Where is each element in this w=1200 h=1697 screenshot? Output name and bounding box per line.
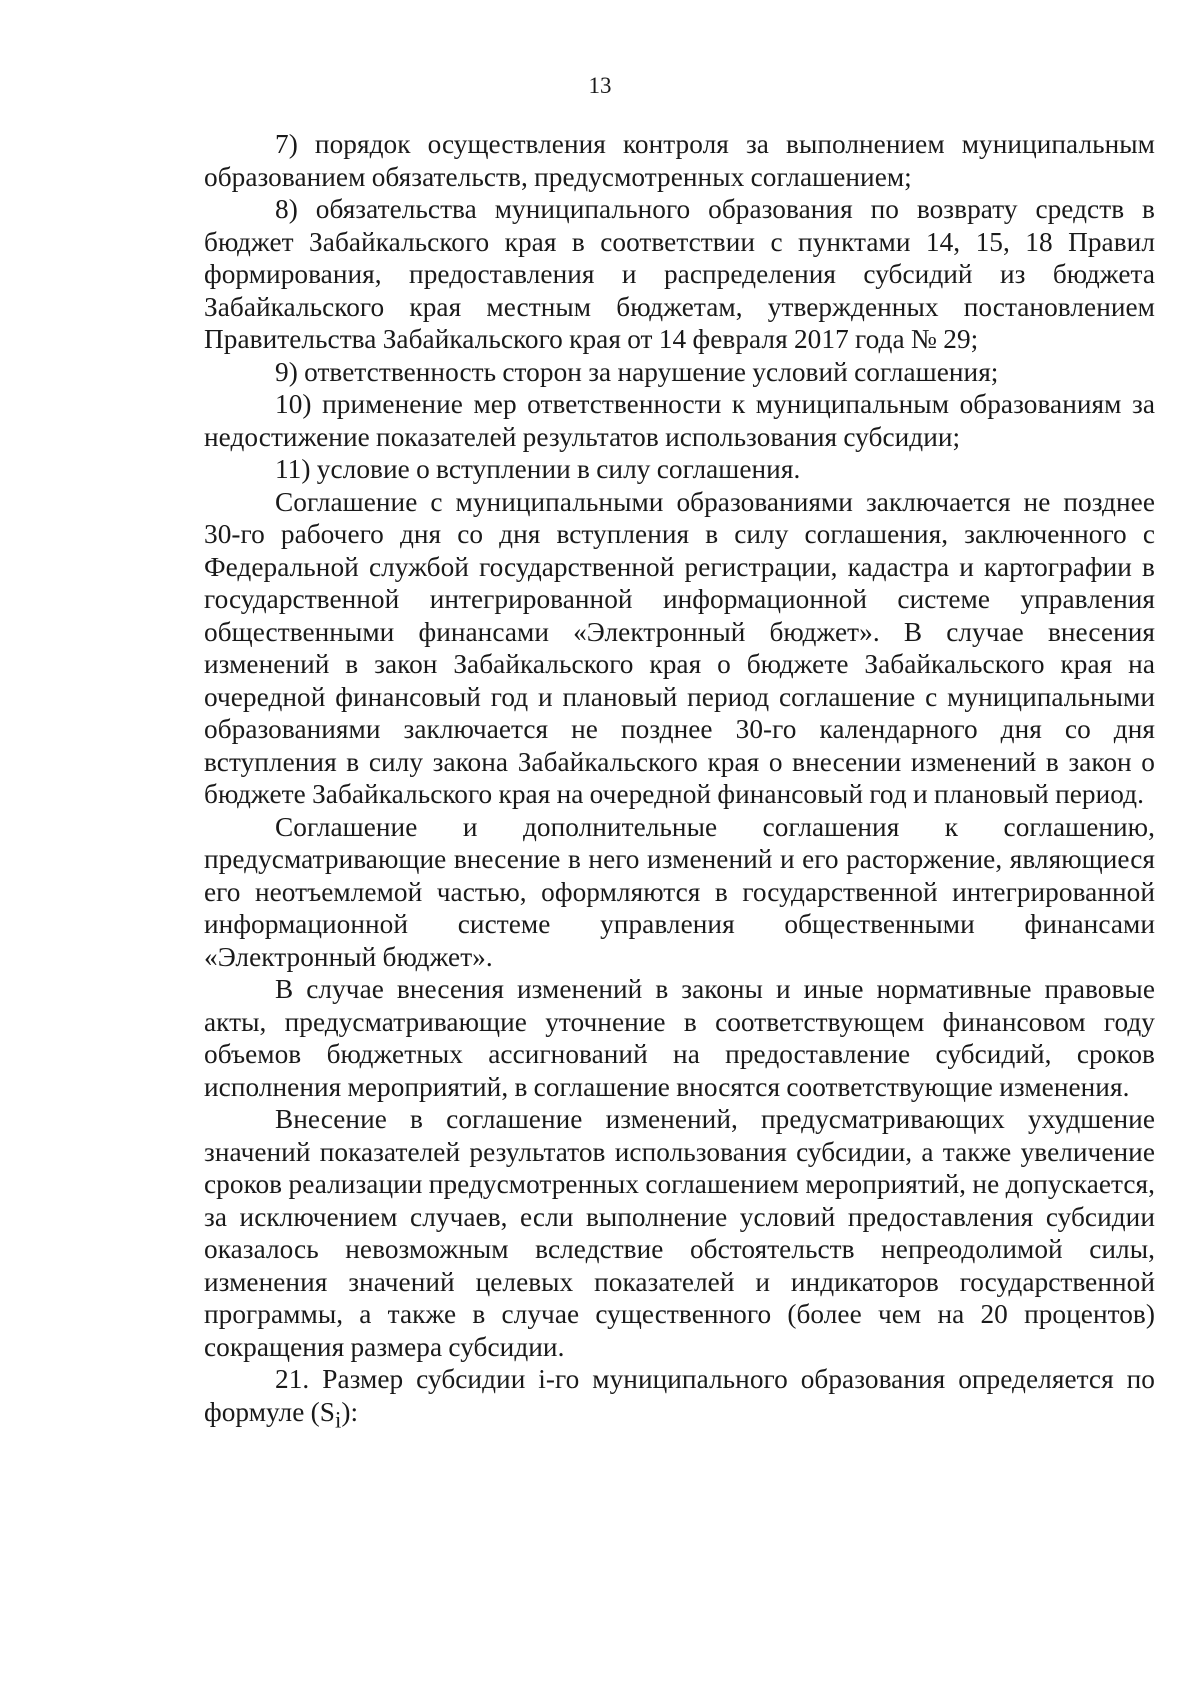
paragraph-item-21	[204, 1363, 1155, 1436]
formula-closing-text: ):	[341, 1396, 359, 1427]
paragraph-item-8: 8) обязательства муниципального образования по возврату средств в бюджет Забайкальского края в соответствии с пунктами 14, 15, 18 Правил формирования, предоставления и распределения субсидий из бюджета Забайкальского края местным бюджетам, утвержденных постановлением Правительства Забайкальского края от 14 февраля 2017 года № 29;	[204, 194, 1155, 354]
page-number: 13	[588, 73, 612, 98]
paragraph-amendments: В случае внесения изменений в законы и иные нормативные правовые акты, предусматривающие уточнение в соответствующем финансовом году объемов бюджетных ассигнований на предоставление субсидий, сроков исполнения мероприятий, в соглашение вносятся соответствующие изменения.	[204, 974, 1155, 1102]
paragraph-additional-agreements: Соглашение и дополнительные соглашения к соглашению, предусматривающие внесение в него изменений и его расторжение, являющиеся его неотъемлемой частью, оформляются в государственной интегрированной информационной системе управления общественными финансами «Электронный бюджет».	[204, 811, 1155, 972]
paragraph-item-10: 10) применение мер ответственности к муниципальным образованиям за недостижение показателей результатов использования субсидии;	[204, 389, 1155, 452]
paragraph-agreement-terms: Соглашение с муниципальными образованиями заключается не позднее 30-го рабочего дня со дня вступления в силу соглашения, заключенного с Федеральной службой государственной регистрации, кадастра и картографии в государственной интегрированной информационной системе управления общественными финансами «Электронный бюджет». В случае внесения изменений в закон Забайкальского края о бюджете Забайкальского края на очередной финансовый год и плановый период соглашение с муниципальными образованиями заключается не позднее 30-го календарного дня со дня вступления в силу закона Забайкальского края о внесении изменений в закон о бюджете Забайкальского края на очередной финансовый год и плановый период.	[204, 486, 1155, 809]
formula-subscript: i	[335, 1406, 342, 1432]
document-body	[204, 128, 1155, 1436]
paragraph-item-7: 7) порядок осуществления контроля за выполнением муниципальным образованием обязательств, предусмотренных соглашением;	[204, 129, 1155, 192]
formula-intro-text: 21. Размер субсидии i-го муниципального образования определяется по формуле (S	[204, 1364, 1155, 1427]
paragraph-amendment-restrictions: Внесение в соглашение изменений, предусматривающих ухудшение значений показателей результатов использования субсидии, а также увеличение сроков реализации предусмотренных соглашением мероприятий, не допускается, за исключением случаев, если выполнение условий предоставления субсидии оказалось невозможным вследствие обстоятельств непреодолимой силы, изменения значений целевых показателей и индикаторов государственной программы, а также в случае существенного (более чем на 20 процентов) сокращения размера субсидии.	[204, 1104, 1155, 1362]
paragraph-item-11: 11) условие о вступлении в силу соглашения.	[275, 454, 801, 484]
paragraph-item-9: 9) ответственность сторон за нарушение условий соглашения;	[275, 356, 999, 387]
